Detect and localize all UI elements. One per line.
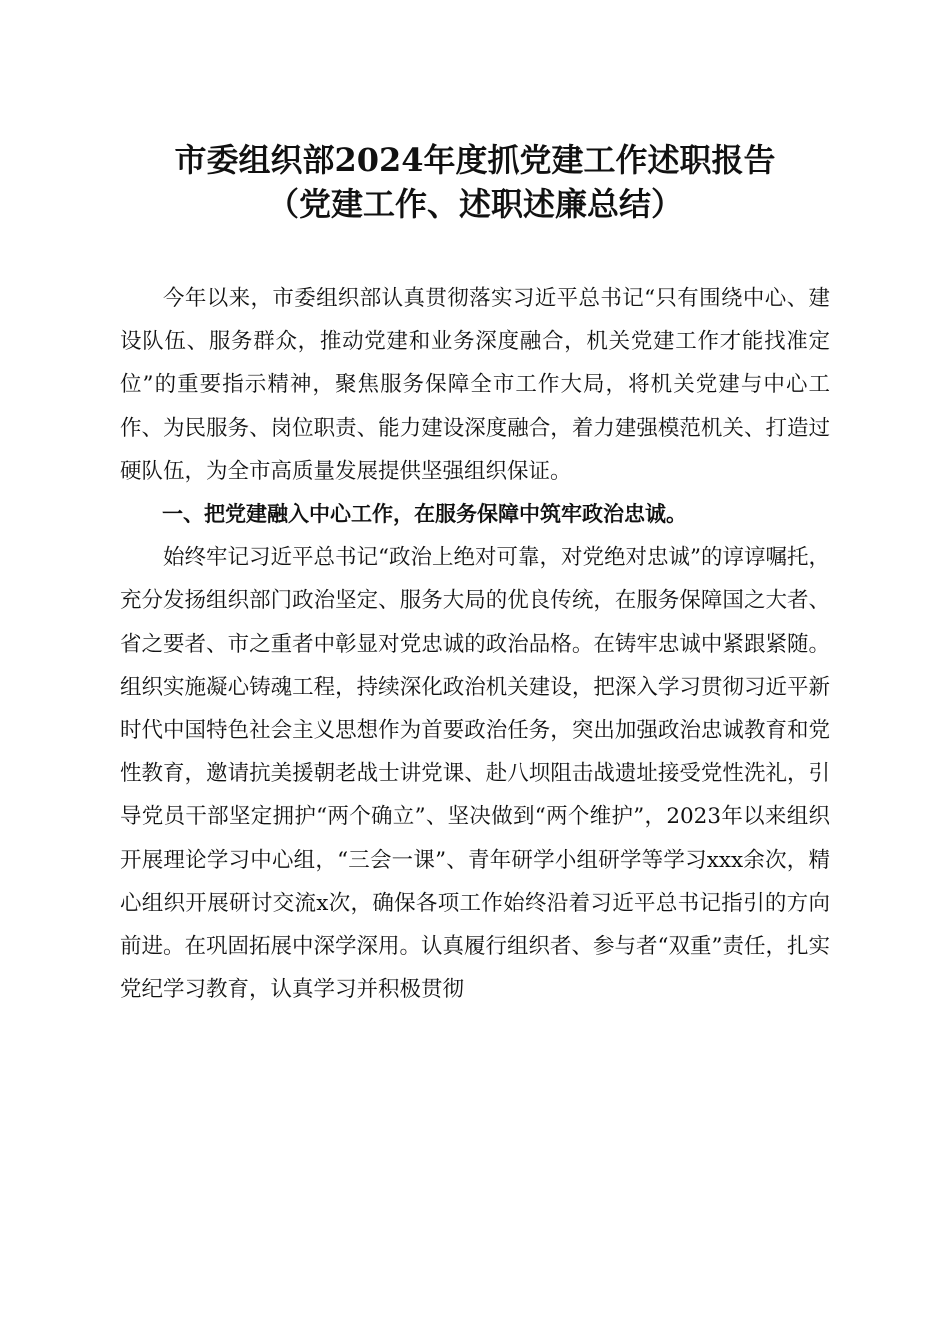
section-heading-1: 一、把党建融入中心工作，在服务保障中筑牢政治忠诚。 [162,502,687,527]
document-title [0,138,950,226]
title-line-1: 市委组织部2024年度抓党建工作述职报告 [174,141,776,179]
section-1-paragraph: 始终牢记习近平总书记“政治上绝对可靠，对党绝对忠诚”的谆谆嘱托，充分发扬组织部门政治坚定、服务大局的优良传统，在服务保障国之大者、省之要者、市之重者中彰显对党忠诚的政治品格。在铸牢忠诚中紧跟紧随。组织实施凝心铸魂工程，持续深化政治机关建设，把深入学习贯彻习近平新时代中国特色社会主义思想作为首要政治任务，突出加强政治忠诚教育和党性教育，邀请抗美援朝老战士讲党课、赴八坝阻击战遗址接受党性洗礼，引导党员干部坚定拥护“两个确立”、坚决做到“两个维护”，2023年以来组织开展理论学习中心组，“三会一课”、青年研学小组研学等学习xxx余次，精心组织开展研讨交流x次，确保各项工作始终沿着习近平总书记指引的方向前进。在巩固拓展中深学深用。认真履行组织者、参与者“双重”责任，扎实党纪学习教育，认真学习并积极贯彻 [120,545,830,1003]
title-line-2: （党建工作、述职述廉总结） [266,185,683,223]
intro-paragraph: 今年以来，市委组织部认真贯彻落实习近平总书记“只有围绕中心、建设队伍、服务群众，推动党建和业务深度融合，机关党建工作才能找准定位”的重要指示精神，聚焦服务保障全市工作大局，将机关党建与中心工作、为民服务、岗位职责、能力建设深度融合，着力建强模范机关、打造过硬队伍，为全市高质量发展提供坚强组织保证。 [120,286,830,484]
document-body [120,277,830,1011]
